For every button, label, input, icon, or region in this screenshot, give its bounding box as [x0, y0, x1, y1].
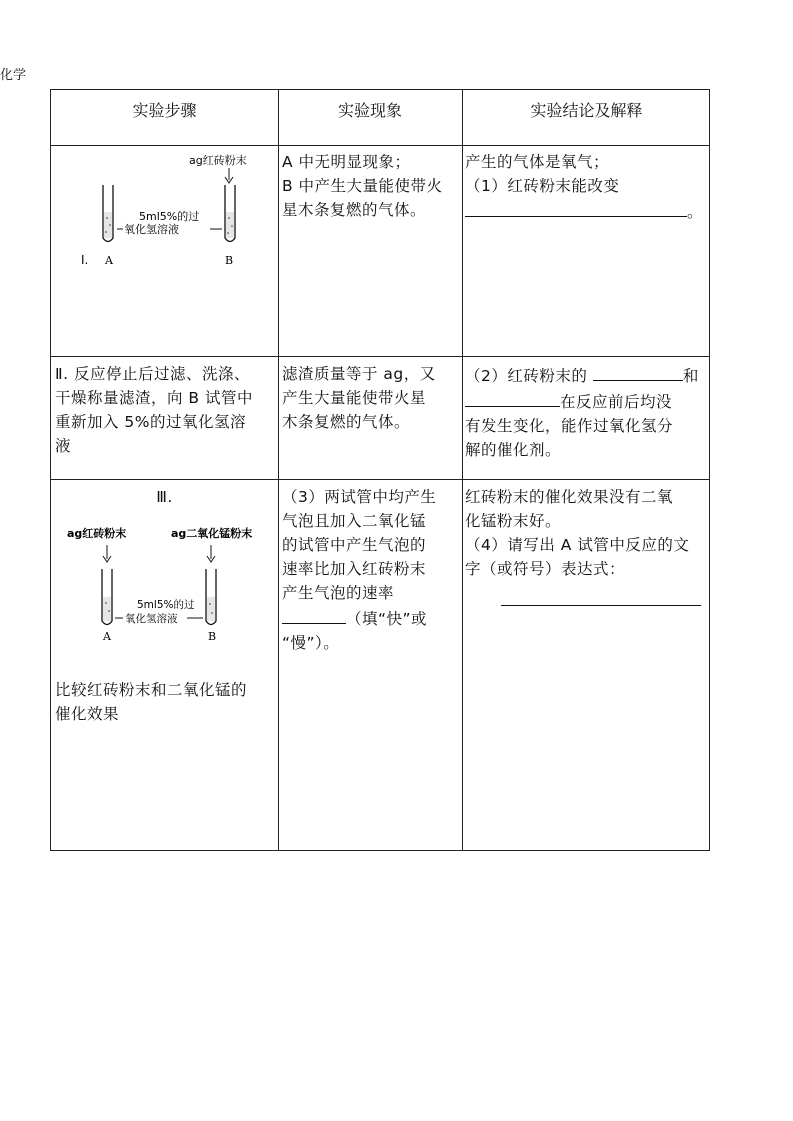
answer-blank-1[interactable] [465, 198, 687, 217]
row3-step [55, 678, 277, 726]
row3-step-title: Ⅲ. [156, 488, 173, 506]
row2-step [55, 362, 277, 458]
text-line: 产生的气体是氧气； [465, 153, 610, 171]
row-divider [51, 356, 709, 357]
text-line: 速率比加入红砖粉末 [282, 560, 427, 578]
text-line: 比较红砖粉末和二氧化锰的 [55, 681, 248, 699]
text-line: （2）红砖粉末的 和 [465, 362, 709, 388]
text-line: 解的催化剂。 [465, 441, 562, 459]
text-line: A 中无明显现象； [282, 153, 411, 171]
text-line: 化锰粉末好。 [465, 512, 562, 530]
text-line: 。 [465, 198, 709, 224]
test-tube-b-icon [225, 185, 235, 242]
row2-phenomenon [282, 362, 460, 434]
text-line: 气泡且加入二氧化锰 [282, 512, 427, 530]
answer-blank-5[interactable] [501, 587, 701, 606]
tube-a-label: A [103, 630, 111, 643]
answer-blank-3[interactable] [465, 388, 560, 407]
solution-label-line2: 氧化氢溶液 [125, 613, 178, 625]
powder-label-right: ag二氧化锰粉末 [171, 527, 253, 540]
text-line: 字（或符号）表达式： [465, 560, 626, 578]
header-steps: 实验步骤 [132, 101, 197, 120]
powder-label: ag红砖粉末 [189, 154, 247, 167]
text-line: 滤渣质量等于 ag，又 [282, 365, 436, 383]
text-line: 的试管中产生气泡的 [282, 536, 427, 554]
text-line: B 中产生大量能使带火 [282, 177, 443, 195]
powder-label-left: ag红砖粉末 [67, 527, 127, 540]
text-line: （填“快”或 [282, 605, 460, 631]
text-line: Ⅱ. 反应停止后过滤、洗涤、 [55, 365, 250, 383]
text-line: 在反应前后均没 [465, 388, 709, 414]
solution-label-line1: 5ml5%的过 [139, 210, 200, 223]
text-line: 星木条复燃的气体。 [282, 201, 427, 219]
row3-conclusion [465, 485, 709, 613]
text-line: 催化效果 [55, 705, 120, 723]
column-divider [462, 90, 463, 850]
test-tube-a-icon [103, 185, 113, 242]
text-line: （4）请写出 A 试管中反应的文 [465, 536, 690, 554]
text-line: 干燥称量滤渣，向 B 试管中 [55, 389, 253, 407]
subject-label: 化学 [0, 68, 27, 83]
text-line: 液 [55, 437, 72, 455]
text-line [465, 587, 709, 613]
header-conclusions: 实验结论及解释 [530, 101, 643, 120]
answer-blank-2[interactable] [593, 362, 683, 381]
tube-b-label: B [225, 254, 234, 267]
text-line: （1）红砖粉末能改变 [465, 177, 620, 195]
experiment-table [50, 89, 710, 851]
text-line: 有发生变化，能作过氧化氢分 [465, 417, 674, 435]
row1-conclusion [465, 150, 709, 224]
text-line: 重新加入 5%的过氧化氢溶 [55, 413, 247, 431]
solution-label-line1: 5ml5%的过 [137, 599, 195, 611]
row-divider [51, 479, 709, 480]
text-line: 产生气泡的速率 [282, 584, 395, 602]
row3-phenomenon [282, 485, 460, 655]
row-divider [51, 145, 709, 146]
text-line: （3）两试管中均产生 [282, 488, 437, 506]
tube-b-label: B [208, 630, 217, 643]
text-line: 木条复燃的气体。 [282, 413, 411, 431]
text-line: 红砖粉末的催化效果没有二氧 [465, 488, 674, 506]
tube-a-label: A [105, 254, 113, 267]
solution-label-line2: 氧化氢溶液 [124, 223, 179, 236]
test-tube-a-icon [102, 569, 112, 625]
step-number: Ⅰ. [81, 253, 89, 267]
test-tube-b-icon [206, 569, 216, 625]
text-line: 产生大量能使带火星 [282, 389, 427, 407]
experiment-diagram-3 [59, 525, 274, 645]
answer-blank-4[interactable] [282, 605, 346, 624]
text-line: “慢”）。 [282, 634, 340, 652]
header-phenomena: 实验现象 [337, 101, 402, 120]
column-divider [278, 90, 279, 850]
row1-phenomenon [282, 150, 460, 222]
experiment-diagram-1 [81, 150, 276, 270]
row2-conclusion [465, 362, 709, 462]
